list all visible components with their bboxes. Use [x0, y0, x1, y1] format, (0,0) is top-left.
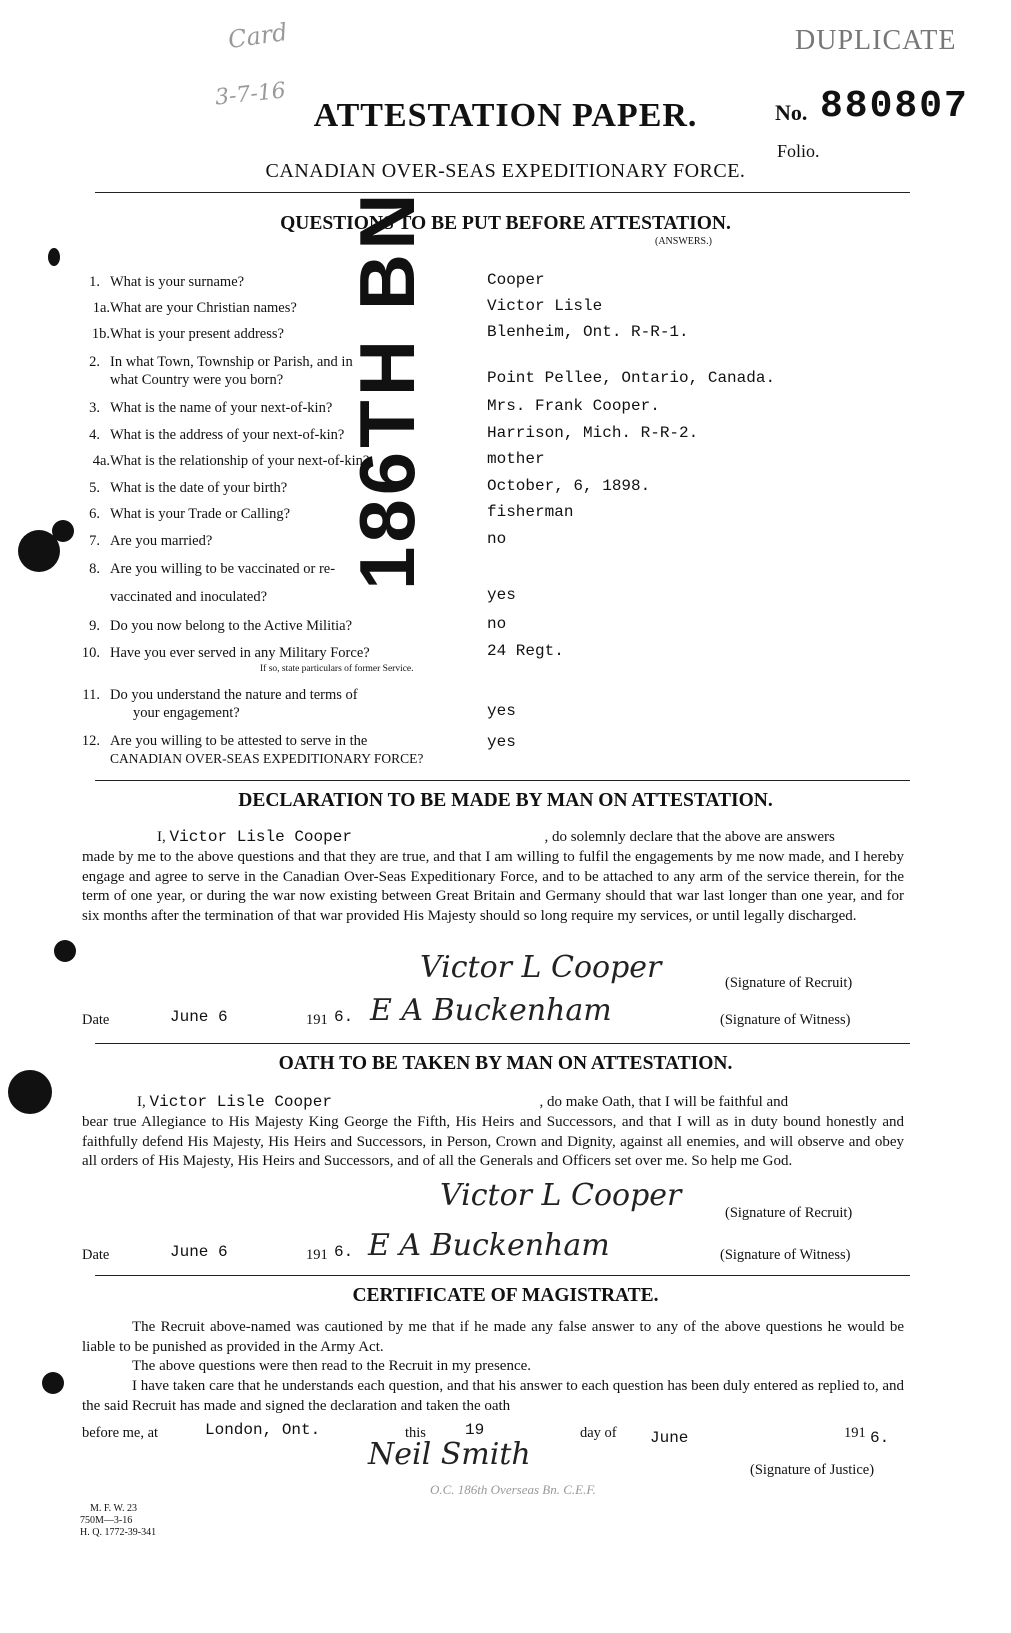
answer-field: fisherman — [487, 503, 574, 521]
answer-field: October, 6, 1898. — [487, 477, 651, 495]
question-number: 1b. — [91, 326, 110, 342]
question-text: What is the address of your next-of-kin? — [110, 427, 345, 443]
oath-suffix: , do make Oath, that I will be faithful and — [539, 1094, 789, 1110]
duplicate-label: DUPLICATE — [795, 25, 957, 56]
certificate-heading: CERTIFICATE OF MAGISTRATE. — [352, 1285, 659, 1306]
oath-body: bear true Allegiance to His Majesty King George the Fifth, His Heirs and Successors, and that I will as in duty bound honestly and faithfully defend His Majesty, His Heirs and Successors, in Person, Crown and Dignity, against all enemies, and will observe and obey all orders of His Majesty, His Heirs and Successors, and of all the Generals and Officers set over me. So help me God. — [82, 1114, 904, 1169]
answer-field: Victor Lisle — [487, 297, 603, 315]
margin-note-card: Card — [226, 17, 290, 55]
question-number: 10. — [81, 645, 100, 661]
declaration-name: Victor Lisle Cooper — [169, 828, 352, 846]
answer-field: yes — [487, 702, 516, 720]
answer-field: yes — [487, 733, 516, 751]
question-text: What is your surname? — [110, 274, 245, 290]
justice-signature: Neil Smith — [368, 1437, 531, 1472]
ink-blot — [48, 248, 60, 266]
question-note: If so, state particulars of former Service. — [260, 664, 414, 674]
question-text: Are you married? — [110, 533, 213, 549]
witness-signature: E A Buckenham — [368, 1228, 610, 1263]
battalion-stamp: 186TH BN — [343, 189, 431, 590]
declaration-heading: DECLARATION TO BE MADE BY MAN ON ATTESTATION. — [238, 790, 773, 811]
year-suffix: 6. — [334, 1008, 354, 1026]
question-text-cont: CANADIAN OVER-SEAS EXPEDITIONARY FORCE? — [110, 751, 424, 766]
year-suffix: 6. — [334, 1243, 354, 1261]
answer-field: no — [487, 530, 507, 548]
signature-of-justice-label: (Signature of Justice) — [750, 1462, 875, 1478]
divider — [95, 1043, 910, 1044]
certificate-paragraph-1: The Recruit above-named was cautioned by me that if he made any false answer to any of the above questions he would be liable to be punished as provided in the Army Act. — [82, 1319, 904, 1355]
divider — [95, 1275, 910, 1276]
answers-heading: (ANSWERS.) — [655, 236, 712, 247]
question-text: What is the date of your birth? — [110, 480, 288, 496]
ink-blot — [52, 520, 74, 542]
oath-name: Victor Lisle Cooper — [149, 1093, 332, 1111]
regimental-number: 880807 — [820, 85, 969, 128]
answer-field: yes — [487, 586, 516, 604]
answer-field: Mrs. Frank Cooper. — [487, 397, 660, 415]
question-text: What is your Trade or Calling? — [110, 506, 291, 522]
divider — [95, 192, 910, 193]
question-text: Are you willing to be vaccinated or re- — [110, 561, 336, 577]
page-subtitle: CANADIAN OVER-SEAS EXPEDITIONARY FORCE. — [265, 160, 746, 182]
year-prefix: 191 — [306, 1012, 328, 1028]
question-number: 11. — [82, 687, 100, 703]
question-number: 2. — [89, 354, 100, 370]
question-text: Do you understand the nature and terms of — [110, 687, 358, 703]
question-number: 12. — [81, 733, 100, 749]
certificate-paragraph-2: The above questions were then read to the Recruit in my presence. — [132, 1358, 532, 1374]
certificate-month: June — [650, 1429, 689, 1447]
question-text: What is the relationship of your next-of-kin? — [110, 453, 370, 469]
answer-field: mother — [487, 450, 545, 468]
question-number: 1a. — [92, 300, 110, 316]
declaration-prefix: I, — [157, 829, 170, 845]
divider — [95, 780, 910, 781]
oath-date: June 6 — [170, 1243, 228, 1261]
year-prefix: 191 — [844, 1425, 866, 1441]
ink-blot — [42, 1372, 64, 1394]
certificate-paragraph-3: I have taken care that he understands each question, and that his answer to each question has been duly entered as replied to, and the said Recruit has made and signed the declaration and taken the oath — [82, 1378, 904, 1414]
question-number: 4. — [89, 427, 100, 443]
recruit-signature: Victor L Cooper — [420, 950, 662, 985]
oath-prefix: I, — [137, 1094, 150, 1110]
question-text-cont: your engagement? — [133, 705, 240, 721]
answer-field: Harrison, Mich. R-R-2. — [487, 424, 699, 442]
this-label: this — [405, 1425, 426, 1441]
oath-heading: OATH TO BE TAKEN BY MAN ON ATTESTATION. — [278, 1053, 733, 1074]
question-text: What is the name of your next-of-kin? — [110, 400, 333, 416]
answer-field: Cooper — [487, 271, 545, 289]
certificate-place: London, Ont. — [205, 1421, 321, 1439]
signature-of-recruit-label: (Signature of Recruit) — [725, 975, 853, 991]
declaration-suffix: , do solemnly declare that the above are answers — [544, 829, 835, 845]
question-text: Do you now belong to the Active Militia? — [110, 618, 353, 634]
answer-field: 24 Regt. — [487, 642, 564, 660]
question-number: 5. — [89, 480, 100, 496]
question-number: 3. — [89, 400, 100, 416]
officer-stamp-line: O.C. 186th Overseas Bn. C.E.F. — [430, 1482, 596, 1497]
folio-label: Folio. — [777, 141, 820, 161]
question-text: Are you willing to be attested to serve in the — [110, 733, 368, 749]
form-code-line-2: 750M—3-16 — [80, 1515, 133, 1526]
question-number: 8. — [89, 561, 100, 577]
number-label: No. — [775, 100, 808, 125]
margin-note-date: 3-7-16 — [213, 78, 287, 111]
recruit-signature: Victor L Cooper — [440, 1178, 682, 1213]
witness-signature: E A Buckenham — [370, 993, 612, 1028]
before-me-label: before me, at — [82, 1425, 159, 1441]
date-label: Date — [82, 1247, 110, 1263]
ink-blot — [54, 940, 76, 962]
oath-first-line — [82, 1093, 904, 1113]
question-text: What are your Christian names? — [110, 300, 297, 316]
signature-of-recruit-label: (Signature of Recruit) — [725, 1205, 853, 1221]
form-code-line-1: M. F. W. 23 — [90, 1503, 137, 1514]
question-number: 9. — [89, 618, 100, 634]
questions-heading: QUESTIONS TO BE PUT BEFORE ATTESTATION. — [280, 213, 731, 234]
page-title: ATTESTATION PAPER. — [313, 97, 698, 134]
answer-field: no — [487, 615, 507, 633]
day-of-label: day of — [580, 1425, 617, 1441]
declaration-body: made by me to the above questions and that they are true, and that I am willing to fulfil the engagements by me now made, and I hereby engage and agree to serve in the Canadian Over-Seas Expeditionary Force, and to be attached to any arm of the service therein, for the term of one year, or during the war now existing between Great Britain and Germany should that war last longer than one year, and for six months after the termination of that war provided His Majesty should so long require my services, or until legally discharged. — [82, 849, 904, 924]
signature-of-witness-label: (Signature of Witness) — [720, 1247, 851, 1263]
question-text: What is your present address? — [110, 326, 284, 342]
question-text: Have you ever served in any Military Force? — [110, 645, 370, 661]
question-number: 7. — [89, 533, 100, 549]
question-number: 4a. — [92, 453, 110, 469]
date-label: Date — [82, 1012, 110, 1028]
answer-field: Blenheim, Ont. R-R-1. — [487, 323, 689, 341]
question-number: 1. — [89, 274, 100, 290]
question-text-cont: vaccinated and inoculated? — [110, 589, 268, 605]
declaration-date: June 6 — [170, 1008, 228, 1026]
punch-hole — [8, 1070, 52, 1114]
signature-of-witness-label: (Signature of Witness) — [720, 1012, 851, 1028]
answer-field: Point Pellee, Ontario, Canada. — [487, 369, 776, 387]
question-text: In what Town, Township or Parish, and in — [110, 354, 353, 370]
year-prefix: 191 — [306, 1247, 328, 1263]
question-text-cont: what Country were you born? — [110, 372, 284, 388]
declaration-first-line — [82, 828, 904, 848]
form-code-line-3: H. Q. 1772-39-341 — [80, 1527, 157, 1538]
year-suffix: 6. — [870, 1429, 890, 1447]
question-number: 6. — [89, 506, 100, 522]
certificate-day: 19 — [465, 1421, 485, 1439]
